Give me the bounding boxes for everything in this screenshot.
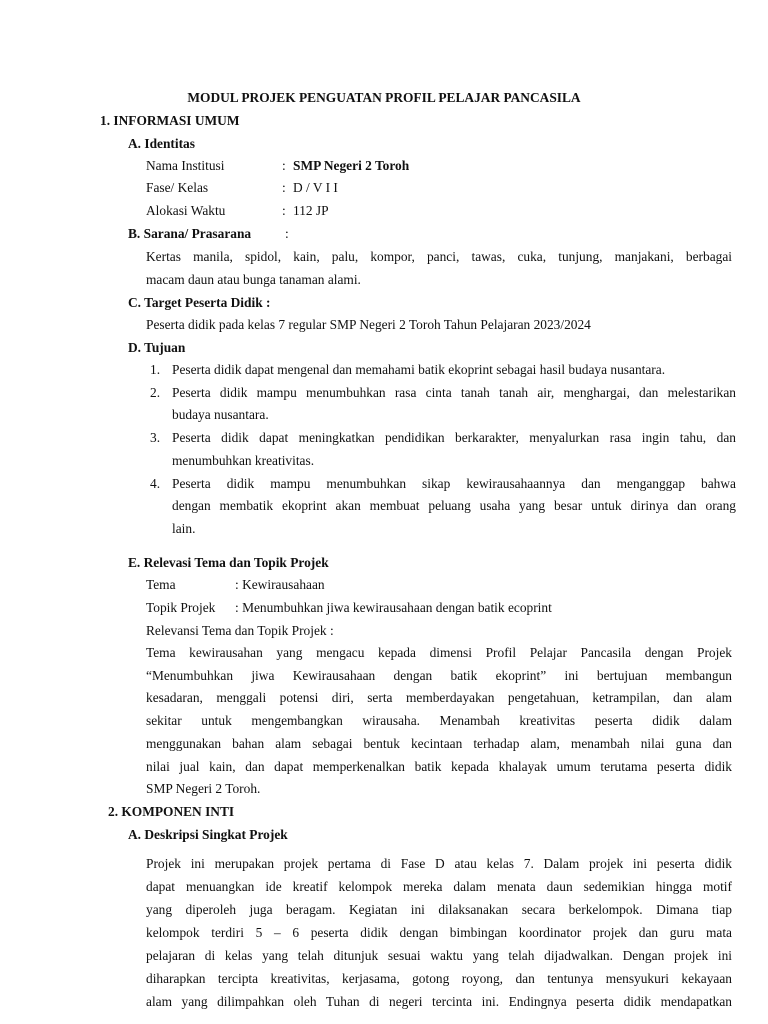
tujuan-text-line: menumbuhkan kreativitas. — [172, 453, 315, 468]
tujuan-heading: D. Tujuan — [128, 340, 186, 355]
target-text: Peserta didik pada kelas 7 regular SMP Negeri 2 Toroh Tahun Pelajaran 2023/2024 — [146, 317, 591, 332]
relevansi-text-line: “Menumbuhkan jiwa Kewirausahaan dengan batik ekoprint” ini bertujuan membangun — [146, 668, 732, 683]
tujuan-text-line: Peserta didik dapat meningkatkan pendidikan berkarakter, menyalurkan rasa ingin tahu, dan — [172, 430, 736, 445]
sarana-text-line: macam daun atau bunga tanaman alami. — [146, 272, 361, 287]
sarana-heading: B. Sarana/ Prasarana — [128, 226, 252, 241]
relevansi-text-line: menggunakan bahan alam sebagai bentuk kecintaan terhadap alam, menambah nilai guna dan — [146, 736, 732, 751]
document-title: MODUL PROJEK PENGUATAN PROFIL PELAJAR PANCASILA — [187, 90, 581, 105]
deskripsi-text-line: pelajaran di kelas yang telah ditunjuk sesuai waktu yang telah dijadwalkan. Dengan projek ini — [146, 948, 732, 963]
identitas-label: Fase/ Kelas — [146, 180, 209, 195]
topik-value: : Menumbuhkan jiwa kewirausahaan dengan batik ecoprint — [235, 600, 552, 615]
deskripsi-text-line: alam yang dilimpahkan oleh Tuhan di negeri tercinta ini. Endingnya peserta didik mendapatkan — [146, 994, 732, 1009]
target-heading: C. Target Peserta Didik : — [128, 295, 271, 310]
relevansi-heading: Relevansi Tema dan Topik Projek : — [146, 623, 334, 638]
tujuan-text-line: dengan membatik ekoprint akan membuat peluang usaha yang besar untuk dirinya dan orang — [172, 498, 736, 513]
relevansi-text-line: kesadaran, menggali potensi diri, serta memberdayakan pengetahuan, ketrampilan, dan alam — [146, 690, 732, 705]
relevasi-heading: E. Relevasi Tema dan Topik Projek — [128, 555, 329, 570]
tujuan-number: 1. — [150, 362, 161, 377]
tujuan-number: 2. — [150, 385, 161, 400]
identitas-value: SMP Negeri 2 Toroh — [293, 158, 410, 173]
identitas-colon: : — [282, 158, 286, 173]
relevansi-text-line: Tema kewirausahan yang mengacu kepada dimensi Profil Pelajar Pancasila dengan Projek — [146, 645, 732, 660]
deskripsi-heading: A. Deskripsi Singkat Projek — [128, 827, 288, 842]
deskripsi-text-line: dapat menuangkan ide kreatif kelompok mereka dalam menata daun sedemikian hingga motif — [146, 879, 732, 894]
section-2-heading: 2. KOMPONEN INTI — [108, 804, 235, 819]
deskripsi-text-line: Projek ini merupakan projek pertama di Fase D atau kelas 7. Dalam projek ini peserta didik — [146, 856, 732, 871]
deskripsi-text-line: yang diperoleh juga beragam. Kegiatan ini dilaksanakan secara berkelompok. Dimana tiap — [146, 902, 732, 917]
topik-label: Topik Projek — [146, 600, 216, 615]
tujuan-text-line: Peserta didik mampu menumbuhkan sikap kewirausahaannya dan menganggap bahwa — [172, 476, 736, 491]
relevansi-text-line: nilai jual kain, dan dapat memperkenalkan batik kepada khalayak umum terutama peserta didik — [146, 759, 732, 774]
sarana-text-line: Kertas manila, spidol, kain, palu, kompor, panci, tawas, cuka, tunjung, manjakani, berbagai — [146, 249, 732, 264]
deskripsi-text-line: kelompok terdiri 5 – 6 peserta didik dengan bimbingan koordinator projek dan guru mata — [146, 925, 732, 940]
tujuan-text-line: Peserta didik dapat mengenal dan memahami batik ekoprint sebagai hasil budaya nusantara. — [172, 362, 666, 377]
identitas-label: Nama Institusi — [146, 158, 225, 173]
deskripsi-text-line: diharapkan tercipta kreativitas, kerjasama, gotong royong, dan tentunya mensyukuri kekayaan — [146, 971, 732, 986]
tema-value: : Kewirausahaan — [235, 577, 325, 592]
tujuan-number: 3. — [150, 430, 161, 445]
identitas-heading: A. Identitas — [128, 136, 195, 151]
identitas-colon: : — [282, 180, 286, 195]
tujuan-number: 4. — [150, 476, 161, 491]
tujuan-text-line: budaya nusantara. — [172, 407, 269, 422]
tujuan-text-line: lain. — [172, 521, 196, 536]
identitas-label: Alokasi Waktu — [146, 203, 226, 218]
tema-label: Tema — [146, 577, 176, 592]
section-1-heading: 1. INFORMASI UMUM — [100, 113, 240, 128]
identitas-colon: : — [282, 203, 286, 218]
sarana-colon: : — [285, 226, 289, 241]
identitas-value: 112 JP — [293, 203, 329, 218]
tujuan-text-line: Peserta didik mampu menumbuhkan rasa cinta tanah tanah air, menghargai, dan melestarikan — [172, 385, 736, 400]
relevansi-text-line: SMP Negeri 2 Toroh. — [146, 781, 261, 796]
identitas-value: D / V I I — [293, 180, 338, 195]
relevansi-text-line: sekitar untuk mengembangkan wirausaha. Menambah kreativitas peserta didik dalam — [146, 713, 732, 728]
